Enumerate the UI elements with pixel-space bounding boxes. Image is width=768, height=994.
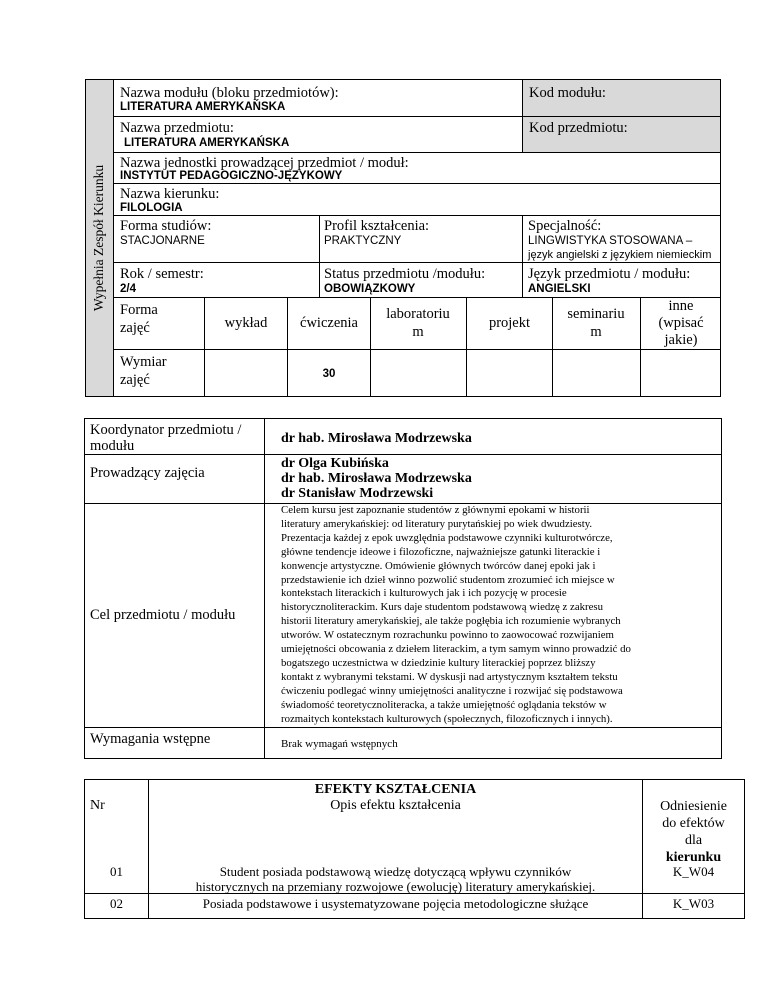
forms-label: Forma zajęć: [120, 302, 158, 336]
goal-line: utworów. W ostatecznym rozrachunku powinno to zaowocować rozwijaniem: [281, 629, 614, 642]
goal-line: przedstawienie ich dzieł winno pozwolić studentom zrozumieć ich miejsce w: [281, 573, 615, 586]
status-value: OBOWIĄZKOWY: [324, 283, 416, 295]
hours-label: Wymiar zajęć: [120, 354, 167, 388]
goal-line: kontekstach literackich i kulturowych jak i ich pozycję w procesie: [281, 587, 567, 600]
form-project: projekt: [488, 315, 531, 331]
effect-desc-line: Student posiada podstawową wiedzę dotyczącą wpływu czynników: [219, 864, 572, 879]
status-label: Status przedmiotu /modułu:: [324, 266, 486, 282]
coordinator-value: dr hab. Mirosława Modrzewska: [281, 431, 472, 446]
specialty-value-2: język angielski z językiem niemieckim: [528, 249, 712, 261]
goal-line: historycznoliterackim. Kurs daje studentom podstawową wiedzę z zakresu: [281, 601, 604, 614]
requirements-value: Brak wymagań wstępnych: [281, 738, 398, 750]
goal-line: kontakt z wybranymi tekstami. W dyskusji nad artystycznym kształtem tekstu: [281, 670, 618, 683]
effect-ref: K_W04: [672, 864, 715, 879]
coordinator-label: Koordynator przedmiotu / modułu: [90, 422, 242, 454]
effect-nr: 01: [110, 864, 123, 879]
hours-exercises: 30: [322, 368, 336, 380]
form-exercises: ćwiczenia: [300, 315, 358, 331]
effect-desc-line: historycznych na przemiany rozwojowe (ewolucję) literatury amerykańskiej.: [195, 879, 596, 894]
effects-nr-header: Nr: [90, 798, 105, 813]
year-label: Rok / semestr:: [120, 266, 204, 282]
teachers-label: Prowadzący zajęcia: [90, 465, 205, 481]
goal-line: rozmaitych kontekstach kulturowych (społecznych, filozoficznych i innych).: [281, 712, 613, 725]
goal-line: bogatszego uczestnictwa w dziedzinie kultury literackiej poprzez bliższy: [281, 656, 596, 669]
effect-desc: [149, 864, 642, 894]
effects-title: EFEKTY KSZTAŁCENIA: [314, 782, 477, 797]
field-value: FILOLOGIA: [120, 202, 183, 214]
year-value: 2/4: [120, 283, 136, 295]
goal-text: [281, 504, 631, 727]
field-label: Nazwa kierunku:: [120, 186, 220, 202]
goal-line: ćwiczeniu podlegać winny umiejętności analityczne i rozwijać się podstawowa: [281, 684, 623, 697]
goal-line: historii literatury amerykańskiej, ale także pogłębia ich rozumienie wybranych: [281, 615, 621, 628]
effects-desc-header: Opis efektu kształcenia: [330, 798, 461, 813]
profile-label: Profil kształcenia:: [324, 218, 430, 234]
effect-nr: 02: [110, 896, 123, 911]
language-value: ANGIELSKI: [528, 283, 591, 295]
form-seminar: seminarium: [567, 306, 625, 340]
unit-value: INSTYTUT PEDAGOGICZNO-JĘZYKOWY: [120, 170, 343, 182]
goal-line: Prezentacja każdej z epok uwzględnia podstawowe czynniki kulturotwórcze,: [281, 531, 613, 544]
module-code-label: Kod modułu:: [529, 85, 606, 101]
ref-header-line: Odniesienie: [660, 799, 727, 814]
module-name-value: LITERATURA AMERYKAŃSKA: [120, 101, 286, 113]
side-label: Wypełnia Zespół Kierunku: [91, 164, 106, 312]
study-form-label: Forma studiów:: [120, 218, 212, 234]
language-label: Język przedmiotu / modułu:: [528, 266, 691, 282]
form-laboratory: laboratorium: [386, 306, 450, 340]
goal-line: główne tendencje ideowe i filozoficzne, najważniejsze gatunki literackie i: [281, 545, 601, 558]
teacher-3: dr Stanisław Modrzewski: [281, 486, 434, 501]
teacher-2: dr hab. Mirosława Modrzewska: [281, 471, 472, 486]
subject-name-value: LITERATURA AMERYKAŃSKA: [124, 137, 290, 149]
requirements-label: Wymagania wstępne: [90, 731, 211, 747]
form-other: inne (wpisać jakie): [658, 298, 704, 348]
ref-header-bold: kierunku: [665, 850, 722, 865]
specialty-value: LINGWISTYKA STOSOWANA –: [528, 235, 693, 247]
module-name-label: Nazwa modułu (bloku przedmiotów):: [120, 85, 339, 101]
ref-header-line: do efektów: [662, 816, 725, 831]
specialty-label: Specjalność:: [528, 218, 602, 234]
unit-label: Nazwa jednostki prowadzącej przedmiot / moduł:: [120, 155, 409, 171]
teacher-1: dr Olga Kubińska: [281, 456, 389, 471]
goal-line: świadomość teoretycznoliteracka, a także umiejętność oglądania tekstów w: [281, 698, 607, 711]
ref-header-line: dla: [684, 833, 703, 848]
effect-desc: Posiada podstawowe i usystematyzowane pojęcia metodologiczne służące: [202, 896, 589, 911]
effect-ref: K_W03: [672, 896, 715, 911]
subject-name-label: Nazwa przedmiotu:: [120, 120, 234, 136]
study-form-value: STACJONARNE: [120, 235, 205, 247]
goal-line: umiejętności obcowania z dziełem literackim, a tym samym winno prowadzić do: [281, 643, 631, 656]
goal-line: literatury amerykańskiej: od literatury purytańskiej po wiek dwudziesty.: [281, 517, 593, 530]
goal-label: Cel przedmiotu / modułu: [90, 607, 236, 623]
form-lecture: wykład: [224, 315, 268, 331]
teachers-list: [281, 456, 472, 501]
profile-value: PRAKTYCZNY: [324, 235, 402, 247]
subject-code-label: Kod przedmiotu:: [529, 120, 628, 136]
goal-line: Celem kursu jest zapoznanie studentów z głównymi epokami w historii: [281, 504, 590, 516]
goal-line: konwencje artystyczne. Omówienie głównych twórców danej epoki jak i: [281, 559, 596, 572]
effects-ref-header: [643, 798, 744, 866]
